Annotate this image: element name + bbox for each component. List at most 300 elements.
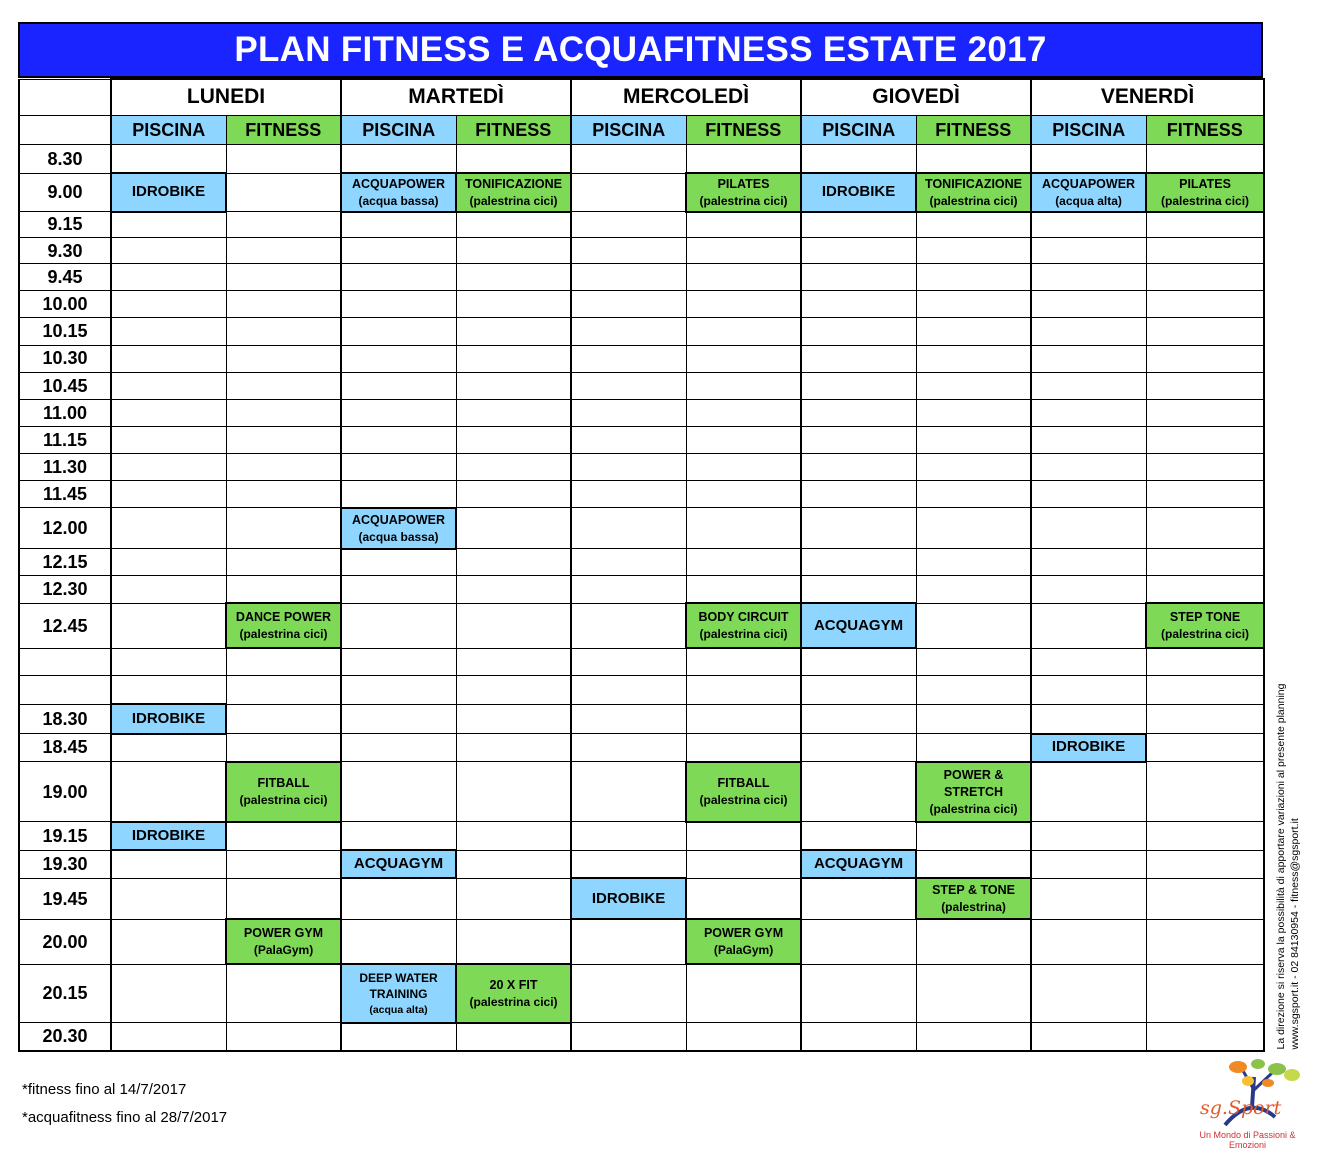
empty-slot	[686, 508, 801, 549]
empty-slot	[1146, 964, 1264, 1022]
empty-slot	[226, 318, 341, 345]
empty-slot	[1031, 675, 1146, 704]
empty-slot	[1146, 238, 1264, 264]
empty-slot	[801, 704, 916, 733]
class-slot	[226, 919, 341, 964]
empty-slot	[801, 508, 916, 549]
subheader-fitness: FITNESS	[226, 115, 341, 144]
empty-slot	[456, 919, 571, 964]
empty-slot	[341, 549, 456, 576]
empty-slot	[1146, 822, 1264, 850]
empty-slot	[686, 264, 801, 291]
time-label: 8.30	[19, 144, 111, 173]
class-location: (acqua bassa)	[358, 529, 439, 544]
class-name: POWER GYM	[243, 926, 324, 941]
empty-slot	[916, 481, 1031, 508]
empty-slot	[111, 345, 226, 372]
empty-slot	[686, 399, 801, 426]
time-label: 19.45	[19, 878, 111, 919]
class-slot	[1146, 173, 1264, 211]
empty-slot	[916, 850, 1031, 878]
empty-slot	[571, 453, 686, 480]
empty-slot	[686, 822, 801, 850]
class-name: ACQUAPOWER	[1042, 176, 1136, 191]
empty-slot	[226, 964, 341, 1022]
empty-slot	[456, 372, 571, 399]
empty-slot	[686, 453, 801, 480]
empty-slot	[686, 648, 801, 675]
empty-slot	[1031, 212, 1146, 238]
logo-name: sg.Sport	[1200, 1097, 1282, 1119]
class-slot	[571, 878, 686, 919]
empty-slot	[1146, 549, 1264, 576]
empty-slot	[111, 648, 226, 675]
empty-slot	[341, 762, 456, 822]
empty-slot	[686, 372, 801, 399]
class-slot	[916, 762, 1031, 822]
empty-slot	[226, 576, 341, 603]
time-label: 10.00	[19, 291, 111, 318]
time-label: 10.15	[19, 318, 111, 345]
time-row	[19, 238, 1264, 264]
empty-slot	[226, 648, 341, 675]
empty-slot	[571, 964, 686, 1022]
day-header: VENERDÌ	[1031, 79, 1264, 115]
time-label: 20.00	[19, 919, 111, 964]
empty-slot	[686, 345, 801, 372]
empty-slot	[571, 603, 686, 648]
empty-slot	[111, 603, 226, 648]
empty-slot	[456, 576, 571, 603]
empty-slot	[1031, 648, 1146, 675]
class-slot	[1146, 603, 1264, 648]
time-label: 11.00	[19, 399, 111, 426]
time-row	[19, 399, 1264, 426]
empty-slot	[801, 648, 916, 675]
empty-slot	[916, 919, 1031, 964]
empty-slot	[226, 399, 341, 426]
empty-slot	[571, 173, 686, 211]
empty-slot	[916, 399, 1031, 426]
empty-slot	[341, 603, 456, 648]
class-slot	[111, 173, 226, 211]
time-row	[19, 173, 1264, 211]
empty-slot	[456, 291, 571, 318]
empty-slot	[1146, 508, 1264, 549]
empty-slot	[456, 734, 571, 762]
time-label: 20.15	[19, 964, 111, 1022]
empty-slot	[916, 345, 1031, 372]
time-row	[19, 318, 1264, 345]
empty-slot	[226, 291, 341, 318]
class-slot	[226, 603, 341, 648]
empty-slot	[801, 212, 916, 238]
empty-slot	[571, 576, 686, 603]
empty-slot	[916, 453, 1031, 480]
empty-slot	[1031, 372, 1146, 399]
empty-slot	[226, 675, 341, 704]
empty-slot	[1146, 399, 1264, 426]
subheader-fitness: FITNESS	[686, 115, 801, 144]
time-label	[19, 648, 111, 675]
empty-slot	[686, 318, 801, 345]
empty-slot	[111, 850, 226, 878]
empty-slot	[916, 549, 1031, 576]
empty-slot	[111, 549, 226, 576]
empty-slot	[801, 734, 916, 762]
class-name: TONIFICAZIONE	[925, 176, 1023, 191]
empty-slot	[111, 264, 226, 291]
empty-slot	[341, 144, 456, 173]
time-label: 19.15	[19, 822, 111, 850]
time-row	[19, 291, 1264, 318]
empty-slot	[801, 762, 916, 822]
empty-slot	[801, 919, 916, 964]
time-label: 10.30	[19, 345, 111, 372]
empty-slot	[1031, 481, 1146, 508]
class-name: POWER GYM	[703, 926, 784, 941]
empty-slot	[341, 212, 456, 238]
empty-slot	[341, 264, 456, 291]
class-location: (acqua alta)	[1055, 193, 1122, 208]
empty-slot	[1146, 850, 1264, 878]
time-row	[19, 734, 1264, 762]
class-name: FITBALL	[257, 776, 310, 791]
empty-slot	[571, 144, 686, 173]
time-label: 9.00	[19, 173, 111, 211]
empty-slot	[456, 318, 571, 345]
empty-slot	[916, 822, 1031, 850]
time-row	[19, 508, 1264, 549]
time-label: 10.45	[19, 372, 111, 399]
empty-slot	[456, 704, 571, 733]
empty-slot	[916, 264, 1031, 291]
class-name: IDROBIKE	[131, 709, 206, 727]
empty-slot	[1031, 1023, 1146, 1051]
schedule-table	[18, 78, 1265, 1052]
empty-slot	[226, 238, 341, 264]
empty-slot	[456, 238, 571, 264]
class-slot	[1031, 734, 1146, 762]
class-slot	[456, 173, 571, 211]
empty-slot	[456, 144, 571, 173]
empty-slot	[571, 481, 686, 508]
empty-slot	[226, 173, 341, 211]
empty-slot	[111, 291, 226, 318]
time-label: 12.15	[19, 549, 111, 576]
empty-slot	[686, 291, 801, 318]
empty-slot	[1031, 318, 1146, 345]
empty-slot	[1146, 144, 1264, 173]
class-slot	[111, 822, 226, 850]
empty-slot	[226, 264, 341, 291]
empty-slot	[801, 318, 916, 345]
sgsport-logo	[1180, 1055, 1315, 1150]
class-slot	[686, 173, 801, 211]
empty-slot	[916, 508, 1031, 549]
class-slot	[1031, 173, 1146, 211]
class-slot	[456, 964, 571, 1022]
empty-slot	[571, 704, 686, 733]
subheader-corner	[19, 115, 111, 144]
time-row	[19, 1023, 1264, 1051]
class-slot	[801, 850, 916, 878]
empty-slot	[801, 264, 916, 291]
class-name: STEP & TONE	[932, 883, 1015, 898]
empty-slot	[571, 426, 686, 453]
empty-slot	[226, 850, 341, 878]
time-label: 12.45	[19, 603, 111, 648]
time-label: 20.30	[19, 1023, 111, 1051]
time-row	[19, 850, 1264, 878]
empty-slot	[916, 704, 1031, 733]
class-location: (palestrina cici)	[1161, 626, 1250, 641]
empty-slot	[1146, 212, 1264, 238]
empty-slot	[686, 1023, 801, 1051]
time-label: 12.00	[19, 508, 111, 549]
time-row	[19, 481, 1264, 508]
empty-slot	[111, 734, 226, 762]
class-location: (palestrina cici)	[699, 626, 788, 641]
empty-slot	[686, 704, 801, 733]
empty-slot	[916, 238, 1031, 264]
empty-slot	[226, 508, 341, 549]
time-label: 9.15	[19, 212, 111, 238]
time-row	[19, 453, 1264, 480]
class-location: (palestrina cici)	[239, 626, 328, 641]
empty-slot	[1031, 238, 1146, 264]
empty-slot	[916, 648, 1031, 675]
empty-slot	[916, 603, 1031, 648]
time-row	[19, 675, 1264, 704]
empty-slot	[916, 144, 1031, 173]
empty-slot	[571, 762, 686, 822]
empty-slot	[111, 372, 226, 399]
empty-slot	[226, 372, 341, 399]
empty-slot	[916, 212, 1031, 238]
empty-slot	[686, 878, 801, 919]
time-row	[19, 144, 1264, 173]
empty-slot	[456, 264, 571, 291]
empty-slot	[111, 453, 226, 480]
empty-slot	[226, 345, 341, 372]
empty-slot	[571, 675, 686, 704]
class-location: (PalaGym)	[713, 943, 774, 958]
class-location: (acqua bassa)	[358, 193, 439, 208]
time-row	[19, 762, 1264, 822]
class-name: POWER & STRETCH	[943, 767, 1004, 799]
empty-slot	[1031, 919, 1146, 964]
empty-slot	[1031, 850, 1146, 878]
logo-tagline: Un Mondo di Passioni & Emozioni	[1199, 1130, 1296, 1150]
empty-slot	[571, 238, 686, 264]
empty-slot	[341, 822, 456, 850]
class-location: (acqua alta)	[369, 1003, 428, 1016]
empty-slot	[341, 481, 456, 508]
empty-slot	[111, 238, 226, 264]
empty-slot	[226, 426, 341, 453]
time-row	[19, 576, 1264, 603]
class-slot	[916, 173, 1031, 211]
empty-slot	[111, 212, 226, 238]
empty-slot	[1146, 264, 1264, 291]
empty-slot	[571, 264, 686, 291]
class-slot	[686, 603, 801, 648]
empty-slot	[686, 850, 801, 878]
empty-slot	[456, 426, 571, 453]
empty-slot	[1146, 426, 1264, 453]
empty-slot	[226, 144, 341, 173]
class-name: IDROBIKE	[1051, 738, 1126, 756]
empty-slot	[456, 481, 571, 508]
class-name: DEEP WATER TRAINING	[359, 971, 438, 1002]
empty-slot	[341, 399, 456, 426]
empty-slot	[801, 291, 916, 318]
empty-slot	[1031, 549, 1146, 576]
empty-slot	[1146, 1023, 1264, 1051]
empty-slot	[456, 399, 571, 426]
class-slot	[686, 919, 801, 964]
time-label	[19, 675, 111, 704]
empty-slot	[801, 822, 916, 850]
empty-slot	[456, 648, 571, 675]
empty-slot	[341, 291, 456, 318]
class-name: IDROBIKE	[591, 889, 666, 907]
empty-slot	[1146, 704, 1264, 733]
empty-slot	[801, 144, 916, 173]
day-header: MERCOLEDÌ	[571, 79, 801, 115]
class-location: (palestrina cici)	[469, 994, 558, 1009]
empty-slot	[916, 291, 1031, 318]
empty-slot	[341, 345, 456, 372]
empty-slot	[1146, 372, 1264, 399]
time-label: 9.45	[19, 264, 111, 291]
class-name: ACQUAGYM	[813, 854, 904, 872]
empty-slot	[111, 399, 226, 426]
empty-slot	[916, 1023, 1031, 1051]
subheader-pool: PISCINA	[801, 115, 916, 144]
empty-slot	[1031, 264, 1146, 291]
time-row	[19, 549, 1264, 576]
empty-slot	[571, 399, 686, 426]
empty-slot	[571, 1023, 686, 1051]
class-location: (palestrina cici)	[469, 193, 558, 208]
empty-slot	[341, 372, 456, 399]
empty-slot	[1146, 878, 1264, 919]
time-label: 11.15	[19, 426, 111, 453]
subheader-fitness: FITNESS	[456, 115, 571, 144]
empty-slot	[1146, 734, 1264, 762]
empty-slot	[1146, 345, 1264, 372]
empty-slot	[916, 576, 1031, 603]
empty-slot	[226, 734, 341, 762]
empty-slot	[341, 453, 456, 480]
day-header: LUNEDI	[111, 79, 341, 115]
empty-slot	[111, 318, 226, 345]
empty-slot	[456, 508, 571, 549]
time-row	[19, 212, 1264, 238]
empty-slot	[1031, 964, 1146, 1022]
class-location: (palestrina cici)	[699, 793, 788, 808]
empty-slot	[571, 372, 686, 399]
time-row	[19, 919, 1264, 964]
day-header: MARTEDÌ	[341, 79, 571, 115]
empty-slot	[1146, 648, 1264, 675]
empty-slot	[111, 426, 226, 453]
header-corner	[19, 79, 111, 115]
empty-slot	[111, 576, 226, 603]
time-row	[19, 648, 1264, 675]
subheader-pool: PISCINA	[1031, 115, 1146, 144]
class-name: BODY CIRCUIT	[698, 610, 789, 625]
empty-slot	[1031, 822, 1146, 850]
empty-slot	[111, 508, 226, 549]
empty-slot	[111, 481, 226, 508]
class-slot	[341, 850, 456, 878]
empty-slot	[456, 603, 571, 648]
disclaimer-text: La direzione si riserva la possibilità di apportare variazioni al presente planning	[1275, 683, 1287, 1050]
empty-slot	[1031, 603, 1146, 648]
class-slot	[111, 704, 226, 733]
empty-slot	[686, 426, 801, 453]
class-location: (palestrina cici)	[929, 801, 1018, 816]
class-name: STEP TONE	[1169, 610, 1241, 625]
class-name: IDROBIKE	[821, 183, 896, 201]
empty-slot	[341, 675, 456, 704]
empty-slot	[456, 453, 571, 480]
empty-slot	[456, 878, 571, 919]
empty-slot	[456, 212, 571, 238]
empty-slot	[801, 238, 916, 264]
empty-slot	[1031, 453, 1146, 480]
empty-slot	[226, 453, 341, 480]
empty-slot	[341, 1023, 456, 1051]
empty-slot	[1031, 144, 1146, 173]
class-slot	[341, 508, 456, 549]
empty-slot	[686, 964, 801, 1022]
empty-slot	[456, 762, 571, 822]
time-row	[19, 372, 1264, 399]
empty-slot	[1031, 878, 1146, 919]
class-name: 20 X FIT	[489, 978, 538, 993]
time-label: 11.30	[19, 453, 111, 480]
empty-slot	[571, 291, 686, 318]
empty-slot	[571, 822, 686, 850]
empty-slot	[1031, 399, 1146, 426]
empty-slot	[111, 964, 226, 1022]
time-row	[19, 878, 1264, 919]
empty-slot	[1031, 345, 1146, 372]
empty-slot	[111, 144, 226, 173]
empty-slot	[571, 508, 686, 549]
side-note	[1266, 655, 1310, 1050]
empty-slot	[801, 964, 916, 1022]
empty-slot	[1031, 426, 1146, 453]
empty-slot	[801, 399, 916, 426]
subheader-fitness: FITNESS	[916, 115, 1031, 144]
empty-slot	[1146, 481, 1264, 508]
empty-slot	[111, 1023, 226, 1051]
time-row	[19, 345, 1264, 372]
class-name: ACQUAGYM	[353, 854, 444, 872]
time-label: 9.30	[19, 238, 111, 264]
class-slot	[341, 964, 456, 1022]
empty-slot	[1146, 675, 1264, 704]
class-location: (palestrina cici)	[239, 793, 328, 808]
empty-slot	[801, 345, 916, 372]
time-row	[19, 704, 1264, 733]
empty-slot	[341, 704, 456, 733]
